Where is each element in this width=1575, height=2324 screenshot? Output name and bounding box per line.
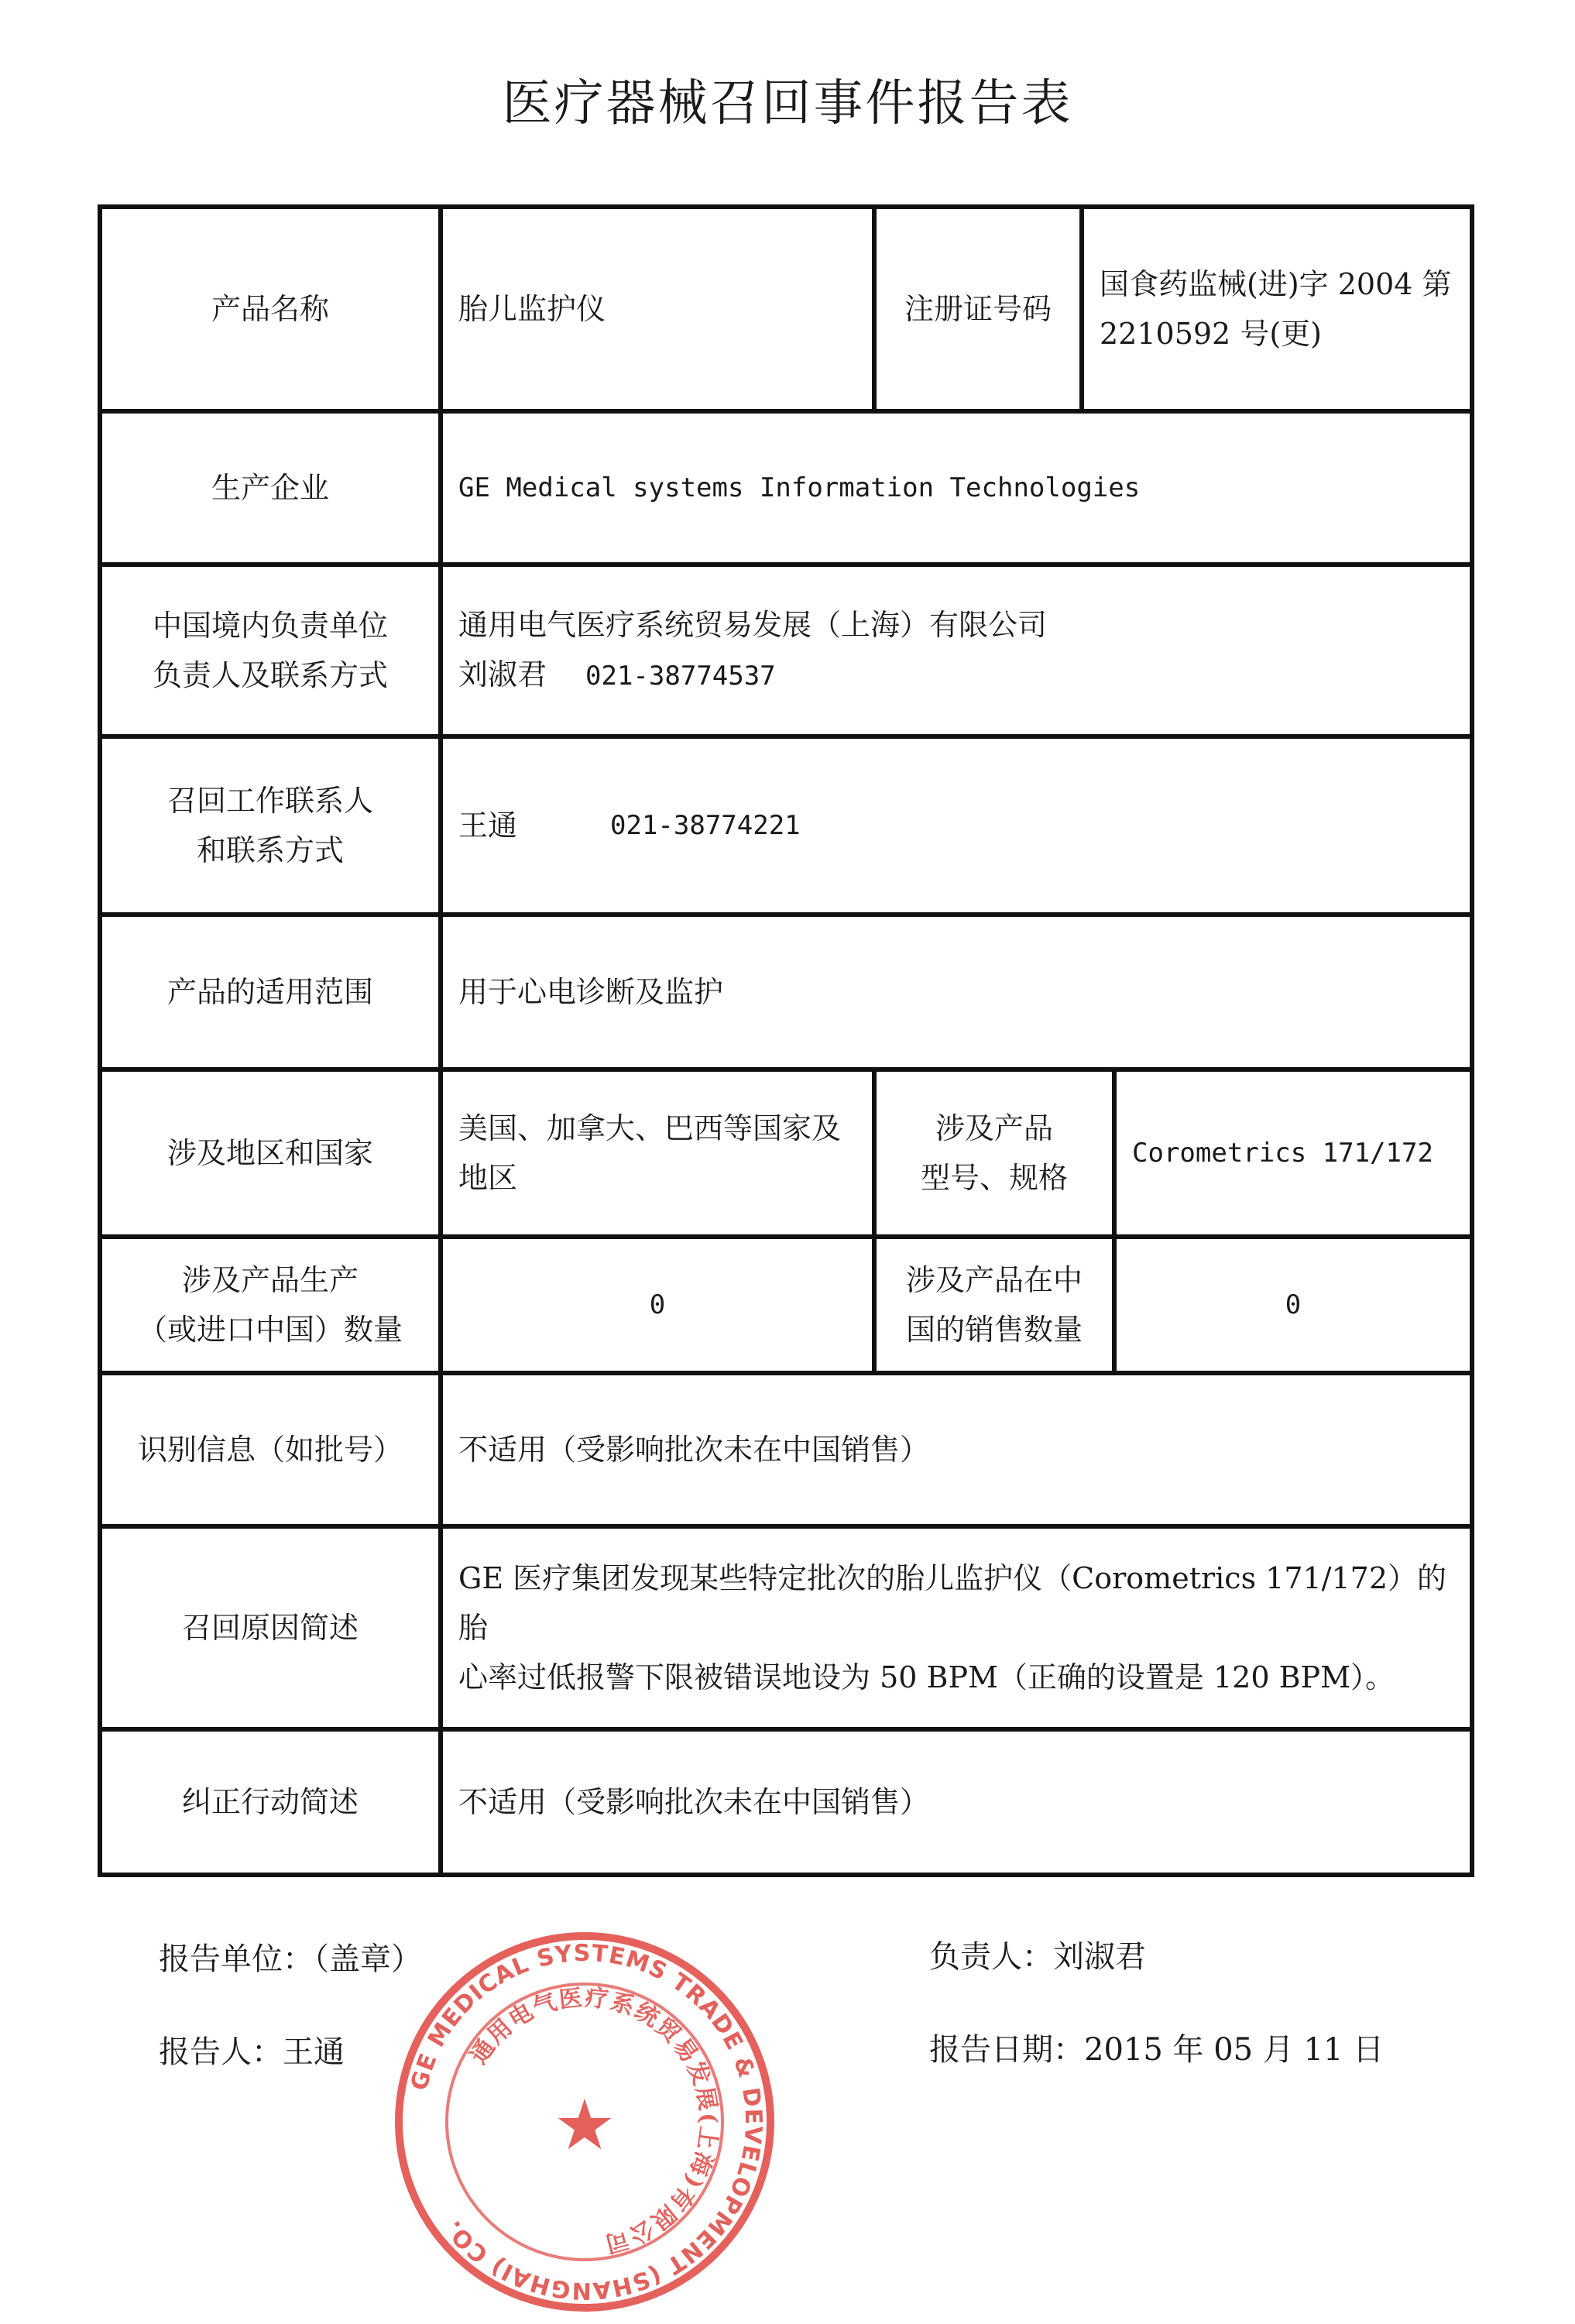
row-identification xyxy=(102,1375,1470,1529)
model-label xyxy=(877,1072,1117,1234)
reason-value xyxy=(443,1529,1470,1727)
row-recall-contact xyxy=(102,739,1470,917)
page-title: 医疗器械召回事件报告表 xyxy=(502,75,1073,132)
china-sales-value: 0 xyxy=(1285,1289,1302,1320)
model-value: Corometrics 171/172 xyxy=(1132,1138,1433,1169)
recall-contact-person: 王通 xyxy=(458,808,518,843)
recall-contact-label-line-2: 和联系方式 xyxy=(196,833,344,867)
registration-line-1: 国食药监械(进)字 2004 第 xyxy=(1100,267,1452,301)
domestic-person-line xyxy=(458,650,776,701)
china-sales-label xyxy=(877,1239,1117,1371)
quantity-label-line-1: 涉及产品生产 xyxy=(181,1263,359,1297)
quantity-value: 0 xyxy=(443,1239,877,1371)
registration-line-2: 2210592 号(更) xyxy=(1100,317,1322,351)
domestic-contact-label xyxy=(102,567,443,734)
identification-value: 不适用（受影响批次未在中国销售） xyxy=(458,1433,930,1467)
manufacturer-value: GE Medical systems Information Technologies xyxy=(458,472,1141,503)
scope-value: 用于心电诊断及监护 xyxy=(458,975,724,1009)
registration-value xyxy=(1084,209,1470,409)
domestic-label-line-2: 负责人及联系方式 xyxy=(152,658,388,692)
reporter: 报告人：王通 xyxy=(159,2034,345,2070)
identification-label: 识别信息（如批号） xyxy=(102,1375,443,1524)
model-label-line-2: 型号、规格 xyxy=(920,1161,1068,1195)
product-name-label: 产品名称 xyxy=(102,209,443,409)
scope-label: 产品的适用范围 xyxy=(102,917,443,1067)
domestic-label-line-1: 中国境内负责单位 xyxy=(152,609,388,643)
recall-contact-label-line-1: 召回工作联系人 xyxy=(166,784,373,818)
recall-contact-phone: 021-38774221 xyxy=(610,810,801,841)
reason-label: 召回原因简述 xyxy=(102,1529,443,1727)
product-name-value: 胎儿监护仪 xyxy=(443,209,877,409)
row-scope xyxy=(102,917,1470,1072)
report-unit-label: 报告单位：（盖章） xyxy=(159,1941,422,1977)
company-seal-icon xyxy=(391,1928,778,2315)
region-line-1: 美国、加拿大、巴西等国家及 xyxy=(458,1111,842,1145)
region-line-2: 地区 xyxy=(458,1161,518,1195)
model-label-line-1: 涉及产品 xyxy=(935,1111,1053,1145)
registration-label: 注册证号码 xyxy=(877,209,1084,409)
region-value xyxy=(443,1072,877,1234)
reason-line-1: GE 医疗集团发现某些特定批次的胎儿监护仪（Corometrics 171/172）的胎 xyxy=(458,1561,1447,1645)
corrective-action-value: 不适用（受影响批次未在中国销售） xyxy=(458,1785,930,1819)
domestic-person: 刘淑君 xyxy=(458,657,547,692)
quantity-label xyxy=(102,1239,443,1371)
report-date: 报告日期：2015 年 05 月 11 日 xyxy=(929,2032,1385,2068)
row-region-model xyxy=(102,1072,1470,1239)
china-sales-label-line-1: 涉及产品在中 xyxy=(905,1263,1083,1297)
quantity-label-line-2: （或进口中国）数量 xyxy=(137,1313,403,1347)
corrective-action-label: 纠正行动简述 xyxy=(102,1732,443,1873)
person-in-charge: 负责人：刘淑君 xyxy=(929,1939,1146,1975)
region-label: 涉及地区和国家 xyxy=(102,1072,443,1234)
manufacturer-label: 生产企业 xyxy=(102,414,443,562)
recall-report-form xyxy=(98,204,1474,1877)
row-domestic-contact xyxy=(102,567,1470,739)
row-manufacturer xyxy=(102,414,1470,567)
domestic-contact-value xyxy=(443,567,1470,734)
domestic-company: 通用电气医疗系统贸易发展（上海）有限公司 xyxy=(458,608,1048,642)
row-corrective-action xyxy=(102,1732,1470,1873)
svg-text:★: ★ xyxy=(553,2085,616,2166)
reason-line-2: 心率过低报警下限被错误地设为 50 BPM（正确的设置是 120 BPM）。 xyxy=(458,1660,1395,1694)
china-sales-label-line-2: 国的销售数量 xyxy=(905,1313,1083,1347)
recall-contact-value xyxy=(443,739,1470,912)
svg-text:通用电气医疗系统贸易发展(上海)有限公司: 通用电气医疗系统贸易发展(上海)有限公司 xyxy=(465,1984,722,2258)
svg-text:GE MEDICAL SYSTEMS TRADE & DEV: GE MEDICAL SYSTEMS TRADE & DEVELOPMENT (SHANGHAI) CO. xyxy=(406,1939,767,2305)
row-quantity xyxy=(102,1239,1470,1375)
row-product xyxy=(102,209,1470,414)
recall-contact-label xyxy=(102,739,443,912)
row-reason xyxy=(102,1529,1470,1732)
domestic-phone: 021-38774537 xyxy=(585,661,776,692)
